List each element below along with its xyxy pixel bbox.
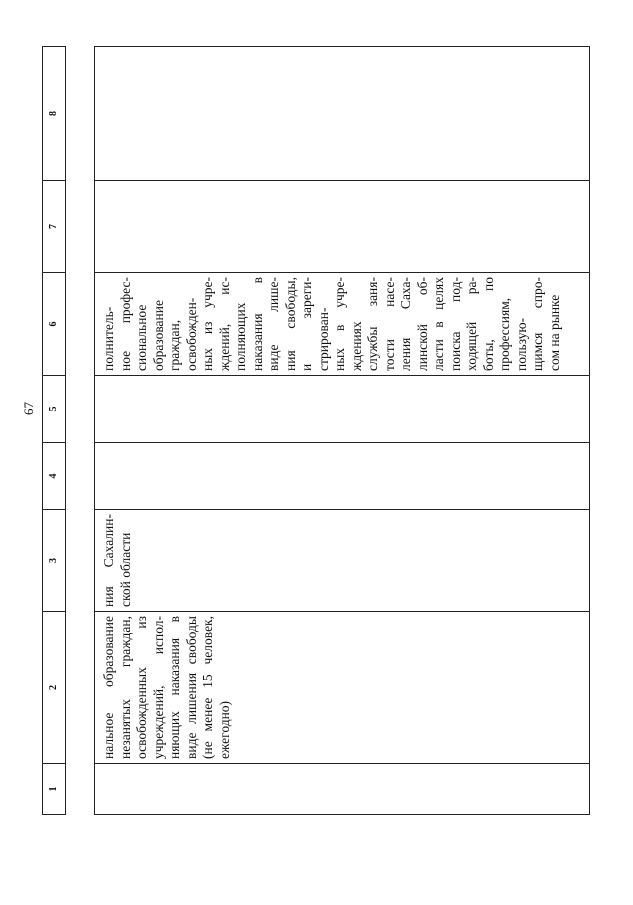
text-line: виде лишения свободы (183, 616, 199, 759)
text-line: учреждений, испол- (150, 616, 166, 759)
column-header-8: 8 (43, 47, 66, 181)
text-line: освобожден- (183, 297, 199, 371)
text-line: няющих наказания в (167, 616, 182, 759)
text-line: ления Саха- (398, 277, 413, 371)
text-line: ской области (117, 532, 133, 607)
cell-col6 (95, 273, 590, 376)
column-header-4: 4 (43, 443, 66, 510)
text-line: (не менее 15 человек, (200, 616, 215, 759)
cell-col2 (95, 612, 590, 764)
column-header-6: 6 (43, 273, 66, 376)
text-line: ходящей ра- (464, 277, 479, 371)
text-line: граждан, (167, 319, 182, 371)
column-header-3: 3 (43, 510, 66, 612)
text-line: тости насе- (381, 277, 397, 371)
cell-col1 (95, 764, 590, 815)
text-line: боты, по (480, 277, 496, 371)
cell-col4 (95, 443, 590, 510)
text-line: ния свободы, (282, 277, 298, 371)
text-line: ния Сахалин- (101, 514, 116, 607)
cell-col3 (95, 510, 590, 612)
text-line: ждениях (348, 321, 364, 371)
text-line: ное профес- (117, 277, 133, 371)
column-header-2: 2 (43, 612, 66, 764)
column-number-row (43, 47, 66, 815)
text-line: сом на рынке (546, 294, 562, 371)
column-header-1: 1 (43, 764, 66, 815)
table-gap (66, 47, 95, 815)
text-line: образование (150, 300, 166, 371)
text-line: виде лише- (266, 277, 281, 371)
text-line: щимся спро- (530, 277, 545, 371)
text-line: ждений, ис- (216, 277, 232, 371)
text-line: пользую- (513, 317, 529, 371)
text-line: полнитель- (101, 306, 116, 371)
text-line: сиональное (134, 304, 149, 371)
text-line: наказания в (249, 277, 265, 371)
page-number: 67 (21, 402, 36, 415)
text-line: полняющих (233, 302, 248, 371)
text-line: службы заня- (365, 277, 380, 371)
text-line: линской об- (414, 277, 430, 371)
text-line: нальное образование (101, 616, 116, 759)
text-line: стрирован- (315, 307, 331, 371)
text-line: освобожденных из (134, 616, 149, 759)
cell-col8 (95, 47, 590, 181)
cell-col5 (95, 376, 590, 443)
cell-col7 (95, 181, 590, 273)
table-row (95, 47, 590, 815)
program-table (42, 46, 590, 815)
rotated-table-container (42, 47, 612, 815)
text-line: ласти в целях (431, 277, 446, 371)
column-header-5: 5 (43, 376, 66, 443)
text-line: и зареги- (299, 277, 314, 371)
text-line: ных из учре- (200, 277, 215, 371)
text-line: профессиям, (497, 297, 512, 371)
text-line: незанятых граждан, (117, 616, 133, 759)
column-header-7: 7 (43, 181, 66, 273)
text-line: ежегодно) (216, 700, 232, 759)
text-line: ных в учре- (332, 277, 347, 371)
text-line: поиска под- (447, 277, 463, 371)
